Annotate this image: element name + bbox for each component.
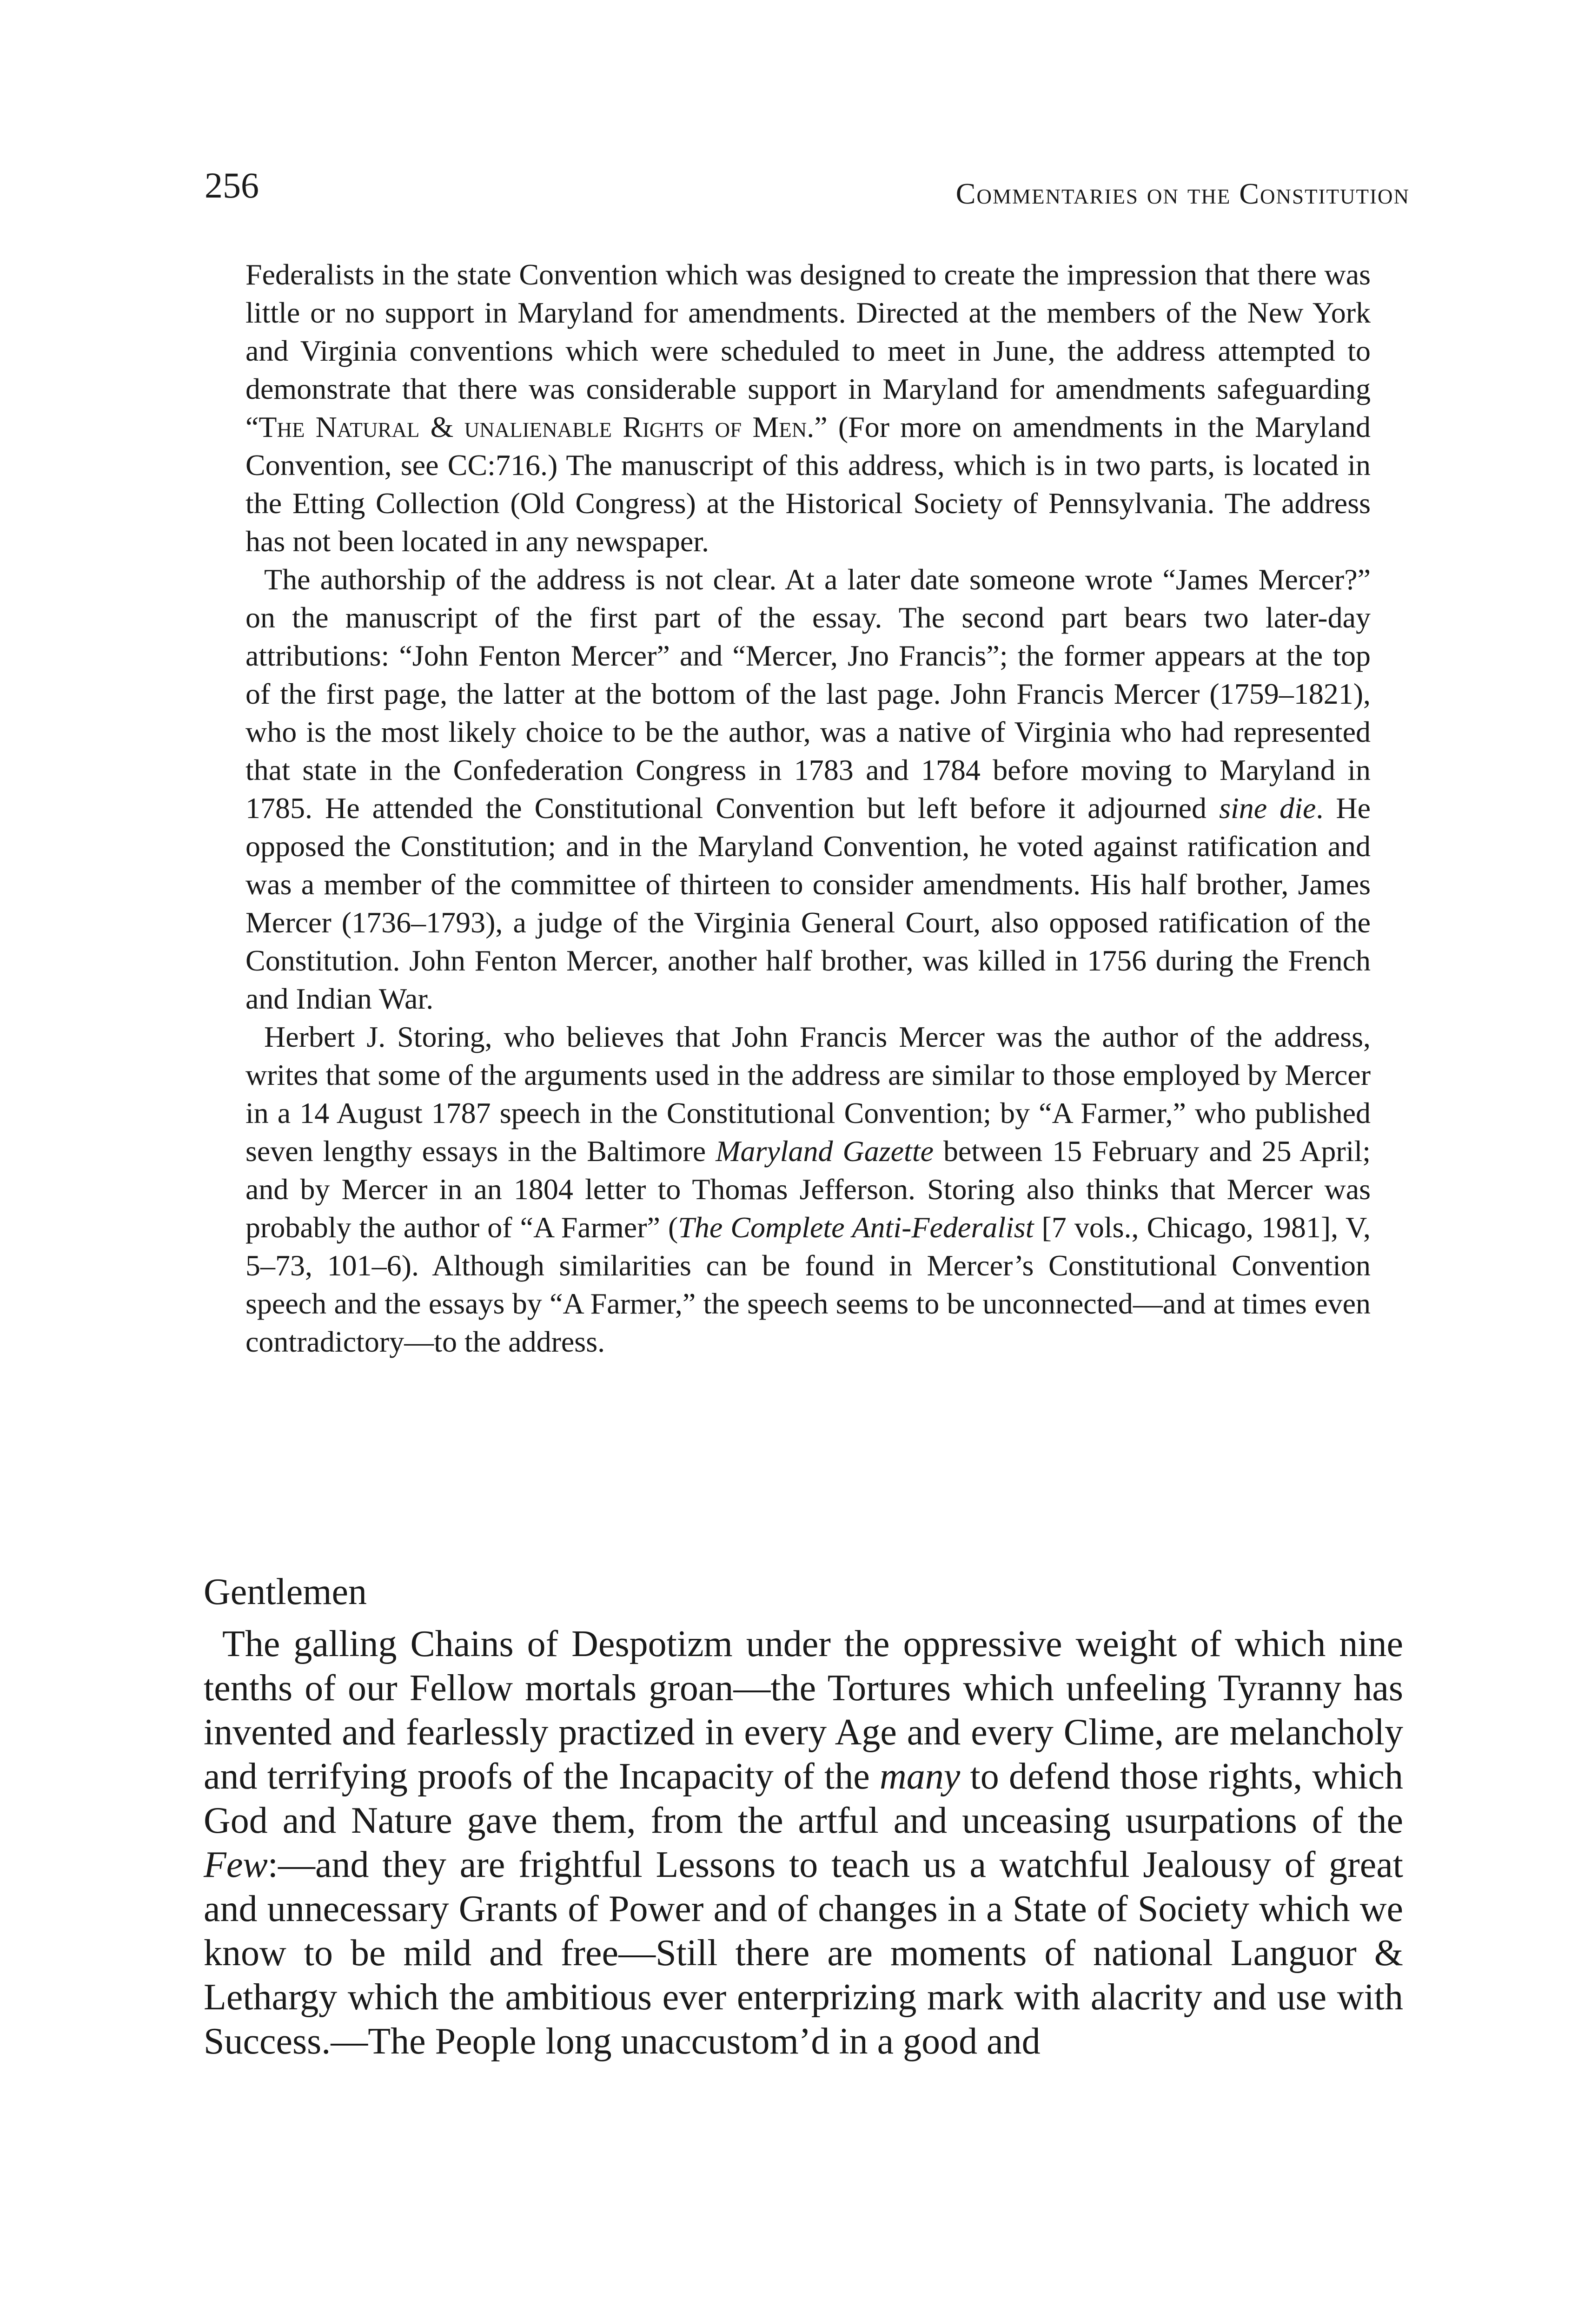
text-run: Herbert J. Storing, who believes that John Francis Mercer was the author of the address, writes that some of the arguments used in the address are similar to those employed by Mercer in a 14 August 1787 speech in the Constitutional Convention; by “A Farmer,” who published seven lengthy essays in the Baltimore: [245, 1020, 1371, 1168]
commentary-paragraph: [245, 1018, 1371, 1361]
italic-phrase: Maryland Gazette: [716, 1135, 934, 1168]
commentary-paragraph: [245, 561, 1371, 1018]
text-run: The galling Chains of Despotizm under the oppressive weight of which nine tenths of our Fellow mortals groan—the Tortures which unfeeling Tyranny has invented and fearlessly practized in every Age and every Clime, are melancholy and terrifying proofs of the Incapacity of the: [204, 1624, 1403, 1797]
text-run: Federalists in the state Convention which was designed to create the impression that there was little or no support in Maryland for amendments. Directed at the members of the New York and Virginia conventions which were scheduled to meet in June, the address attempted to demonstrate that there was considerable support in Maryland for amendments safeguarding “: [245, 258, 1371, 443]
italic-phrase: The Complete Anti-Federalist: [678, 1211, 1034, 1244]
commentary-paragraph: [245, 256, 1371, 561]
address-paragraph: [204, 1622, 1403, 2064]
salutation: Gentlemen: [204, 1571, 367, 1612]
italic-phrase: many: [879, 1756, 961, 1797]
page-number: 256: [205, 165, 259, 205]
text-run: to defend those rights, which God and Nature gave them, from the artful and unceasing usurpations of the: [204, 1756, 1404, 1841]
italic-phrase: Few: [204, 1844, 268, 1885]
text-run: :—and they are frightful Lessons to teach us a watchful Jealousy of great and unnecessary Grants of Power and of changes in a State of Society which we know to be mild and free—Still there are moments of national Languor & Lethargy which the ambitious ever enterprizing mark with alacrity and use with Success.—The People long unaccustom’d in a good and: [204, 1844, 1403, 2062]
text-run: The authorship of the address is not clear. At a later date someone wrote “James Mercer?” on the manuscript of the first part of the essay. The second part bears two later-day attributions: “John Fenton Mercer” and “Mercer, Jno Francis”; the former appears at the top of the first page, the latter at the bottom of the last page. John Francis Mercer (1759–1821), who is the most likely choice to be the author, was a native of Virginia who had represented that state in the Confederation Congress in 1783 and 1784 before moving to Maryland in 1785. He attended the Constitutional Convention but left before it adjourned: [245, 563, 1371, 825]
text-run: . He opposed the Constitution; and in the Maryland Convention, he voted against ratification and was a member of the committee of thirteen to consider amendments. His half brother, James Mercer (1736–1793), a judge of the Virginia General Court, also opposed ratification of the Constitution. John Fenton Mercer, another half brother, was killed in 1756 during the French and Indian War.: [245, 792, 1371, 1015]
text-run: .” (For more on amendments in the Maryland Convention, see CC:716.) The manuscript of this address, which is in two parts, is located in the Etting Collection (Old Congress) at the Historical Society of Pennsylvania. The address has not been located in any newspaper.: [245, 410, 1371, 558]
text-run: [7 vols., Chicago, 1981], V, 5–73, 101–6). Although similarities can be found in Mercer’s Constitutional Convention speech and the essays by “A Farmer,” the speech seems to be unconnected—and at times even contradictory—to the address.: [245, 1211, 1371, 1358]
text-run: between 15 February and 25 April; and by Mercer in an 1804 letter to Thomas Jefferson. Storing also thinks that Mercer was probably the author of “A Farmer” (: [245, 1135, 1371, 1244]
editorial-commentary: [245, 256, 1371, 1361]
italic-phrase: sine die: [1219, 792, 1316, 825]
small-caps-phrase: The Natural & unalienable Rights of Men: [259, 410, 807, 443]
running-head: Commentaries on the Constitution: [955, 177, 1410, 210]
address-text: [204, 1622, 1403, 2064]
